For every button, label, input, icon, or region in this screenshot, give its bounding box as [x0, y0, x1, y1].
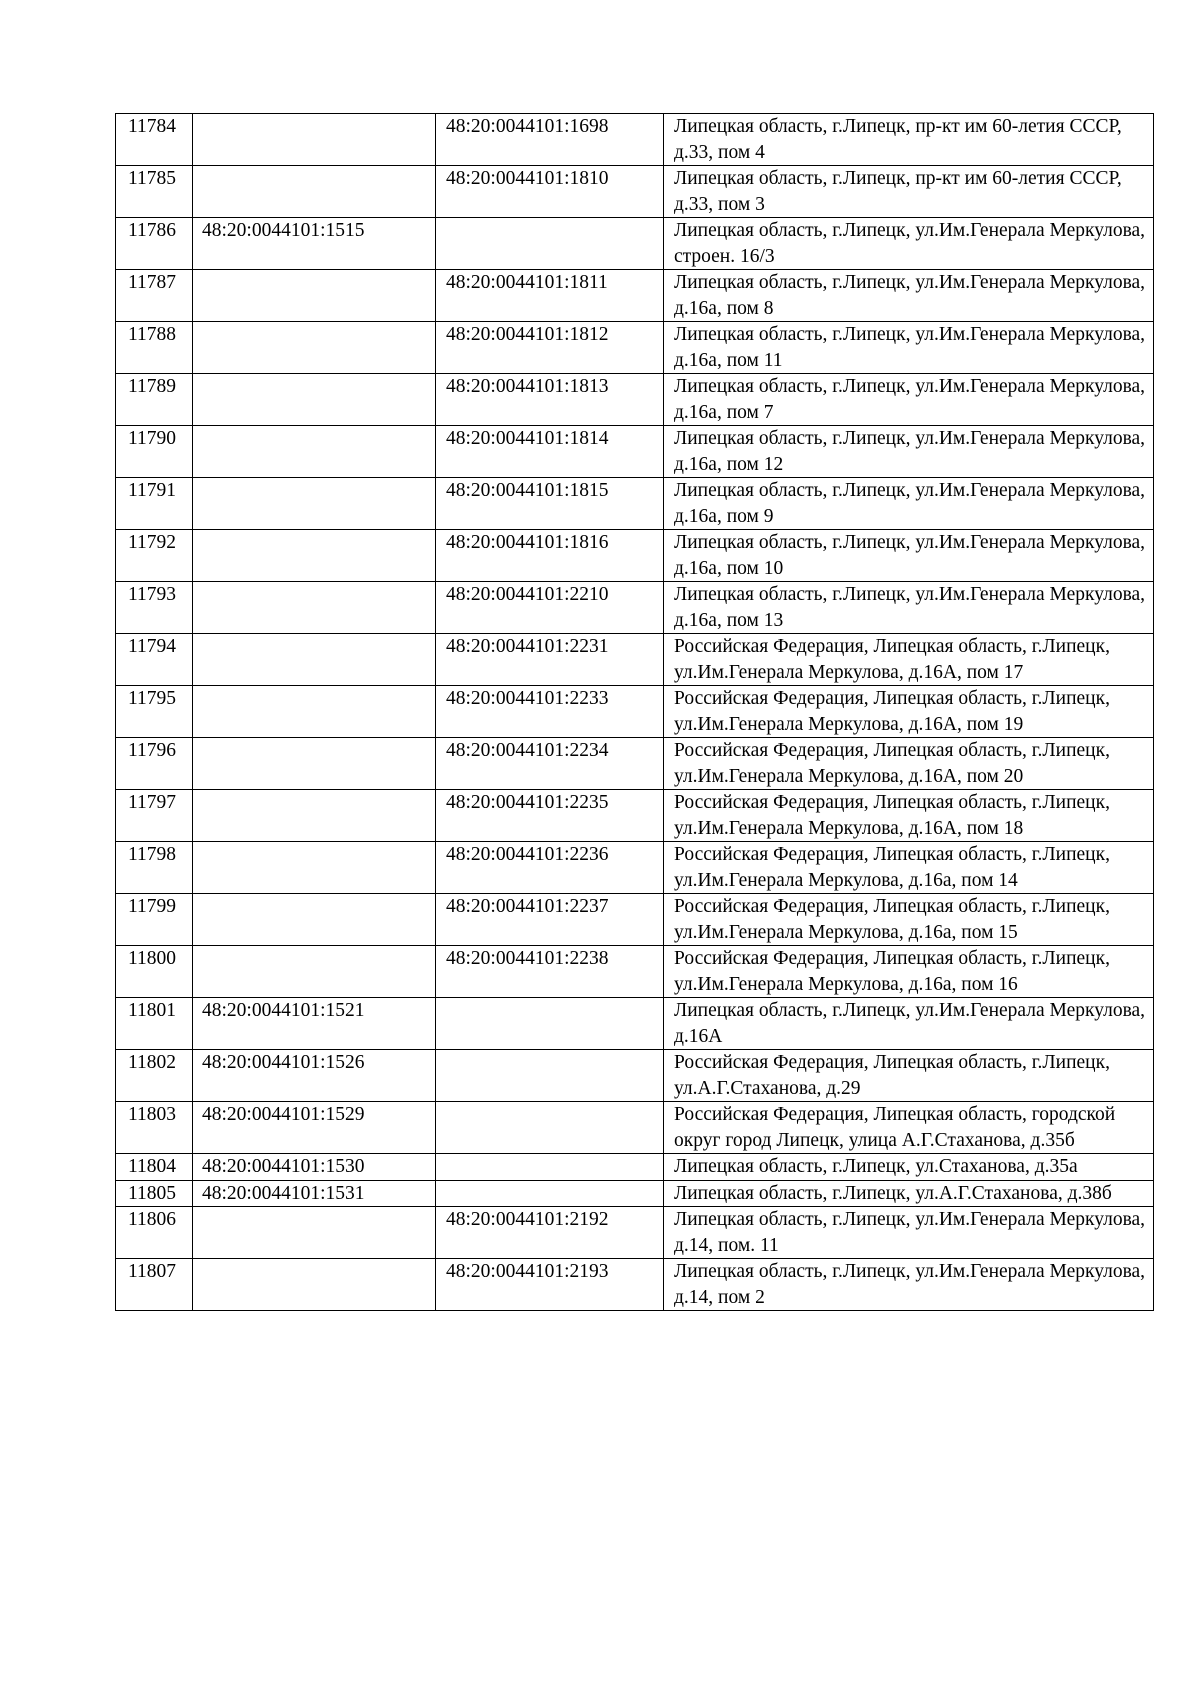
- row-number-cell: 11793: [116, 582, 193, 634]
- building-cadastral-number-cell: 48:20:0044101:1810: [436, 166, 664, 218]
- building-cadastral-number-cell: 48:20:0044101:1815: [436, 478, 664, 530]
- table-row: [116, 478, 1154, 530]
- row-number-cell: 11786: [116, 218, 193, 270]
- address-cell: Липецкая область, г.Липецк, ул.Им.Генерала Меркулова, д.14, пом 2: [664, 1259, 1154, 1311]
- land-cadastral-number-cell: 48:20:0044101:1530: [193, 1154, 436, 1181]
- address-cell: Липецкая область, г.Липецк, ул.Им.Генерала Меркулова, д.16а, пом 10: [664, 530, 1154, 582]
- address-cell: Российская Федерация, Липецкая область, городской округ город Липецк, улица А.Г.Стаханова, д.35б: [664, 1102, 1154, 1154]
- table-row: [116, 322, 1154, 374]
- land-cadastral-number-cell: [193, 426, 436, 478]
- address-cell: Липецкая область, г.Липецк, пр-кт им 60-летия СССР, д.33, пом 3: [664, 166, 1154, 218]
- building-cadastral-number-cell: 48:20:0044101:2238: [436, 946, 664, 998]
- address-cell: Липецкая область, г.Липецк, ул.Им.Генерала Меркулова, д.16а, пом 9: [664, 478, 1154, 530]
- row-number-cell: 11804: [116, 1154, 193, 1181]
- row-number-cell: 11803: [116, 1102, 193, 1154]
- table-row: [116, 1207, 1154, 1259]
- land-cadastral-number-cell: 48:20:0044101:1526: [193, 1050, 436, 1102]
- table-row: [116, 166, 1154, 218]
- land-cadastral-number-cell: [193, 686, 436, 738]
- building-cadastral-number-cell: 48:20:0044101:1811: [436, 270, 664, 322]
- building-cadastral-number-cell: 48:20:0044101:1816: [436, 530, 664, 582]
- land-cadastral-number-cell: [193, 322, 436, 374]
- table-row: [116, 1050, 1154, 1102]
- land-cadastral-number-cell: [193, 478, 436, 530]
- row-number-cell: 11801: [116, 998, 193, 1050]
- table-row: [116, 946, 1154, 998]
- table-row: [116, 426, 1154, 478]
- building-cadastral-number-cell: [436, 1180, 664, 1207]
- building-cadastral-number-cell: 48:20:0044101:2235: [436, 790, 664, 842]
- land-cadastral-number-cell: [193, 374, 436, 426]
- building-cadastral-number-cell: 48:20:0044101:2233: [436, 686, 664, 738]
- row-number-cell: 11784: [116, 114, 193, 166]
- table-row: [116, 114, 1154, 166]
- table-row: [116, 582, 1154, 634]
- building-cadastral-number-cell: [436, 1050, 664, 1102]
- row-number-cell: 11794: [116, 634, 193, 686]
- row-number-cell: 11789: [116, 374, 193, 426]
- building-cadastral-number-cell: 48:20:0044101:2192: [436, 1207, 664, 1259]
- row-number-cell: 11791: [116, 478, 193, 530]
- row-number-cell: 11798: [116, 842, 193, 894]
- table-row: [116, 530, 1154, 582]
- address-cell: Липецкая область, г.Липецк, ул.Стаханова, д.35а: [664, 1154, 1154, 1181]
- building-cadastral-number-cell: [436, 1102, 664, 1154]
- row-number-cell: 11807: [116, 1259, 193, 1311]
- building-cadastral-number-cell: 48:20:0044101:2210: [436, 582, 664, 634]
- row-number-cell: 11800: [116, 946, 193, 998]
- row-number-cell: 11796: [116, 738, 193, 790]
- row-number-cell: 11787: [116, 270, 193, 322]
- land-cadastral-number-cell: 48:20:0044101:1529: [193, 1102, 436, 1154]
- land-cadastral-number-cell: [193, 842, 436, 894]
- address-cell: Липецкая область, г.Липецк, ул.Им.Генерала Меркулова, д.16а, пом 11: [664, 322, 1154, 374]
- address-cell: Российская Федерация, Липецкая область, г.Липецк, ул.Им.Генерала Меркулова, д.16а, пом 14: [664, 842, 1154, 894]
- address-cell: Российская Федерация, Липецкая область, г.Липецк, ул.Им.Генерала Меркулова, д.16а, пом 15: [664, 894, 1154, 946]
- land-cadastral-number-cell: [193, 1259, 436, 1311]
- address-cell: Липецкая область, г.Липецк, ул.Им.Генерала Меркулова, д.16а, пом 13: [664, 582, 1154, 634]
- table-row: [116, 842, 1154, 894]
- building-cadastral-number-cell: [436, 998, 664, 1050]
- land-cadastral-number-cell: [193, 166, 436, 218]
- row-number-cell: 11795: [116, 686, 193, 738]
- table-row: [116, 634, 1154, 686]
- address-cell: Российская Федерация, Липецкая область, г.Липецк, ул.Им.Генерала Меркулова, д.16А, пом 20: [664, 738, 1154, 790]
- land-cadastral-number-cell: 48:20:0044101:1521: [193, 998, 436, 1050]
- table-row: [116, 1180, 1154, 1207]
- address-cell: Липецкая область, г.Липецк, ул.Им.Генерала Меркулова, д.16а, пом 8: [664, 270, 1154, 322]
- address-cell: Липецкая область, г.Липецк, ул.Им.Генерала Меркулова, д.16А: [664, 998, 1154, 1050]
- building-cadastral-number-cell: 48:20:0044101:1814: [436, 426, 664, 478]
- address-cell: Российская Федерация, Липецкая область, г.Липецк, ул.Им.Генерала Меркулова, д.16А, пом 17: [664, 634, 1154, 686]
- row-number-cell: 11790: [116, 426, 193, 478]
- address-cell: Липецкая область, г.Липецк, ул.Им.Генерала Меркулова, строен. 16/3: [664, 218, 1154, 270]
- building-cadastral-number-cell: 48:20:0044101:2231: [436, 634, 664, 686]
- land-cadastral-number-cell: [193, 1207, 436, 1259]
- land-cadastral-number-cell: 48:20:0044101:1515: [193, 218, 436, 270]
- land-cadastral-number-cell: [193, 894, 436, 946]
- table-row: [116, 998, 1154, 1050]
- building-cadastral-number-cell: [436, 218, 664, 270]
- address-cell: Российская Федерация, Липецкая область, г.Липецк, ул.Им.Генерала Меркулова, д.16А, пом 18: [664, 790, 1154, 842]
- address-cell: Липецкая область, г.Липецк, пр-кт им 60-летия СССР, д.33, пом 4: [664, 114, 1154, 166]
- building-cadastral-number-cell: 48:20:0044101:1813: [436, 374, 664, 426]
- row-number-cell: 11792: [116, 530, 193, 582]
- building-cadastral-number-cell: 48:20:0044101:2193: [436, 1259, 664, 1311]
- building-cadastral-number-cell: [436, 1154, 664, 1181]
- table-row: [116, 790, 1154, 842]
- land-cadastral-number-cell: [193, 530, 436, 582]
- address-cell: Российская Федерация, Липецкая область, г.Липецк, ул.Им.Генерала Меркулова, д.16а, пом 16: [664, 946, 1154, 998]
- table-row: [116, 374, 1154, 426]
- records-table-body: [116, 114, 1154, 1311]
- row-number-cell: 11799: [116, 894, 193, 946]
- land-cadastral-number-cell: [193, 114, 436, 166]
- address-cell: Липецкая область, г.Липецк, ул.Им.Генерала Меркулова, д.14, пом. 11: [664, 1207, 1154, 1259]
- table-row: [116, 686, 1154, 738]
- building-cadastral-number-cell: 48:20:0044101:1698: [436, 114, 664, 166]
- building-cadastral-number-cell: 48:20:0044101:2236: [436, 842, 664, 894]
- row-number-cell: 11805: [116, 1180, 193, 1207]
- address-cell: Российская Федерация, Липецкая область, г.Липецк, ул.А.Г.Стаханова, д.29: [664, 1050, 1154, 1102]
- land-cadastral-number-cell: [193, 634, 436, 686]
- building-cadastral-number-cell: 48:20:0044101:1812: [436, 322, 664, 374]
- records-table: [115, 113, 1154, 1311]
- land-cadastral-number-cell: [193, 946, 436, 998]
- table-row: [116, 738, 1154, 790]
- land-cadastral-number-cell: 48:20:0044101:1531: [193, 1180, 436, 1207]
- land-cadastral-number-cell: [193, 790, 436, 842]
- table-row: [116, 218, 1154, 270]
- row-number-cell: 11802: [116, 1050, 193, 1102]
- row-number-cell: 11797: [116, 790, 193, 842]
- address-cell: Российская Федерация, Липецкая область, г.Липецк, ул.Им.Генерала Меркулова, д.16А, пом 19: [664, 686, 1154, 738]
- table-row: [116, 270, 1154, 322]
- row-number-cell: 11806: [116, 1207, 193, 1259]
- building-cadastral-number-cell: 48:20:0044101:2237: [436, 894, 664, 946]
- land-cadastral-number-cell: [193, 738, 436, 790]
- building-cadastral-number-cell: 48:20:0044101:2234: [436, 738, 664, 790]
- land-cadastral-number-cell: [193, 582, 436, 634]
- address-cell: Липецкая область, г.Липецк, ул.А.Г.Стаханова, д.38б: [664, 1180, 1154, 1207]
- table-row: [116, 1259, 1154, 1311]
- address-cell: Липецкая область, г.Липецк, ул.Им.Генерала Меркулова, д.16а, пом 12: [664, 426, 1154, 478]
- row-number-cell: 11785: [116, 166, 193, 218]
- table-row: [116, 1154, 1154, 1181]
- table-row: [116, 1102, 1154, 1154]
- land-cadastral-number-cell: [193, 270, 436, 322]
- table-row: [116, 894, 1154, 946]
- row-number-cell: 11788: [116, 322, 193, 374]
- address-cell: Липецкая область, г.Липецк, ул.Им.Генерала Меркулова, д.16а, пом 7: [664, 374, 1154, 426]
